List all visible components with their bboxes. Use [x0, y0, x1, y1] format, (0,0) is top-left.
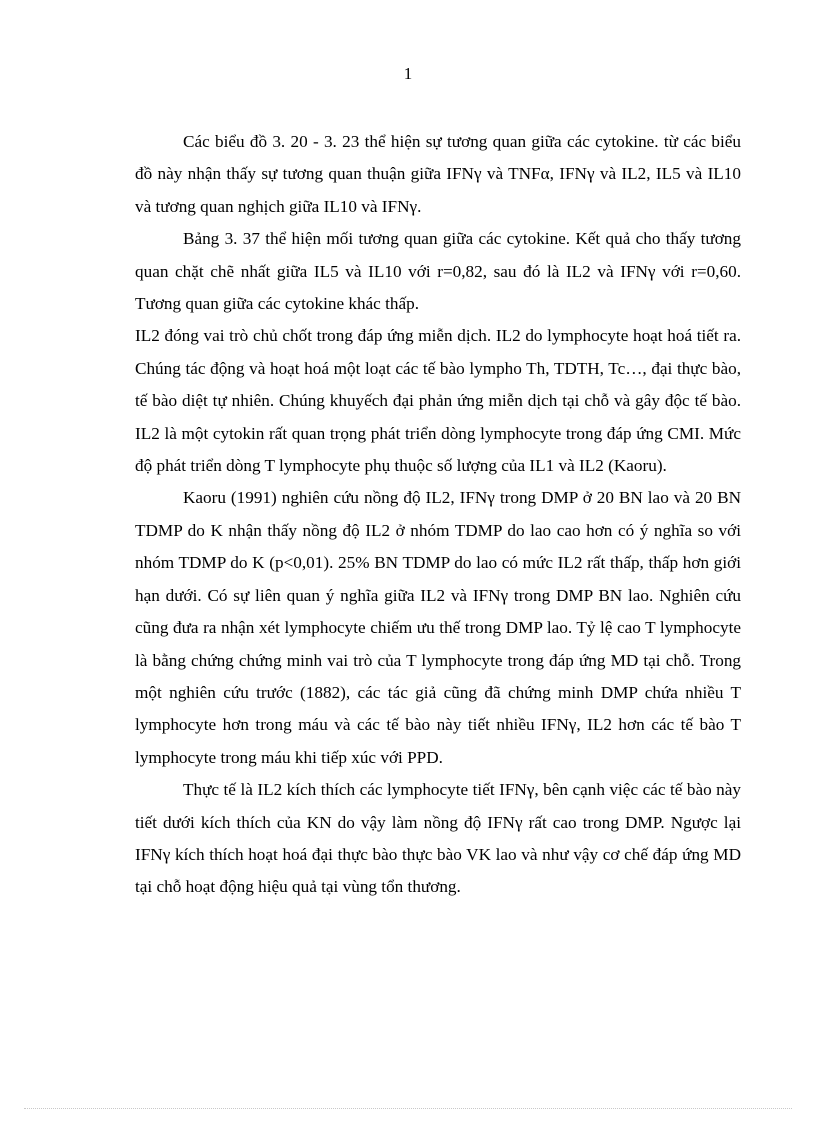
- paragraph-il2-role: IL2 đóng vai trò chủ chốt trong đáp ứng miễn dịch. IL2 do lymphocyte hoạt hoá tiết ra. Chúng tác động và hoạt hoá một loạt các tế bào lympho Th, TDTH, Tc…, đại thực bào, tế bào diệt tự nhiên. Chúng khuyếch đại phản ứng miễn dịch tại chỗ và gây độc tế bào. IL2 là một cytokin rất quan trọng phát triển dòng lymphocyte trong đáp ứng CMI. Mức độ phát triển dòng T lymphocyte phụ thuộc số lượng của IL1 và IL2 (Kaoru).: [135, 326, 741, 476]
- page-number: 1: [403, 64, 413, 83]
- paragraph-il2-ifn-mechanism: Thực tế là IL2 kích thích các lymphocyte tiết IFNγ, bên cạnh việc các tế bào này tiết dưới kích thích của KN do vậy làm nồng độ IFNγ rất cao trong DMP. Ngược lại IFNγ kích thích hoạt hoá đại thực bào thực bào VK lao và như vậy cơ chế đáp ứng MD tại chỗ hoạt động hiệu quả tại vùng tổn thương.: [135, 780, 741, 897]
- paragraph-cytokine-correlation-charts: Các biểu đồ 3. 20 - 3. 23 thể hiện sự tương quan giữa các cytokine. từ các biểu đồ này nhận thấy sự tương quan thuận giữa IFNγ và TNFα, IFNγ và IL2, IL5 và IL10 và tương quan nghịch giữa IL10 và IFNγ.: [135, 132, 741, 216]
- paragraph-table-3-37: Bảng 3. 37 thể hiện mối tương quan giữa các cytokine. Kết quả cho thấy tương quan chặt chẽ nhất giữa IL5 và IL10 với r=0,82, sau đó là IL2 và IFNγ với r=0,60. Tương quan giữa các cytokine khác thấp.: [135, 229, 741, 314]
- document-body: [135, 126, 741, 904]
- page-bottom-divider: [24, 1108, 792, 1109]
- paragraph-kaoru-study: Kaoru (1991) nghiên cứu nồng độ IL2, IFNγ trong DMP ở 20 BN lao và 20 BN TDMP do K nhận thấy nồng độ IL2 ở nhóm TDMP do lao cao hơn có ý nghĩa so với nhóm TDMP do K (p<0,01). 25% BN TDMP do lao có mức IL2 rất thấp, thấp hơn giới hạn dưới. Có sự liên quan ý nghĩa giữa IL2 và IFNγ trong DMP BN lao. Nghiên cứu cũng đưa ra nhận xét lymphocyte chiếm ưu thế trong DMP lao. Tỷ lệ cao T lymphocyte là bằng chứng chứng minh vai trò của T lymphocyte trong đáp ứng MD tại chỗ. Trong một nghiên cứu trước (1882), các tác giả cũng đã chứng minh DMP chứa nhiều T lymphocyte hơn trong máu và các tế bào này tiết nhiều IFNγ, IL2 hơn các tế bào T lymphocyte trong máu khi tiếp xúc với PPD.: [135, 488, 741, 767]
